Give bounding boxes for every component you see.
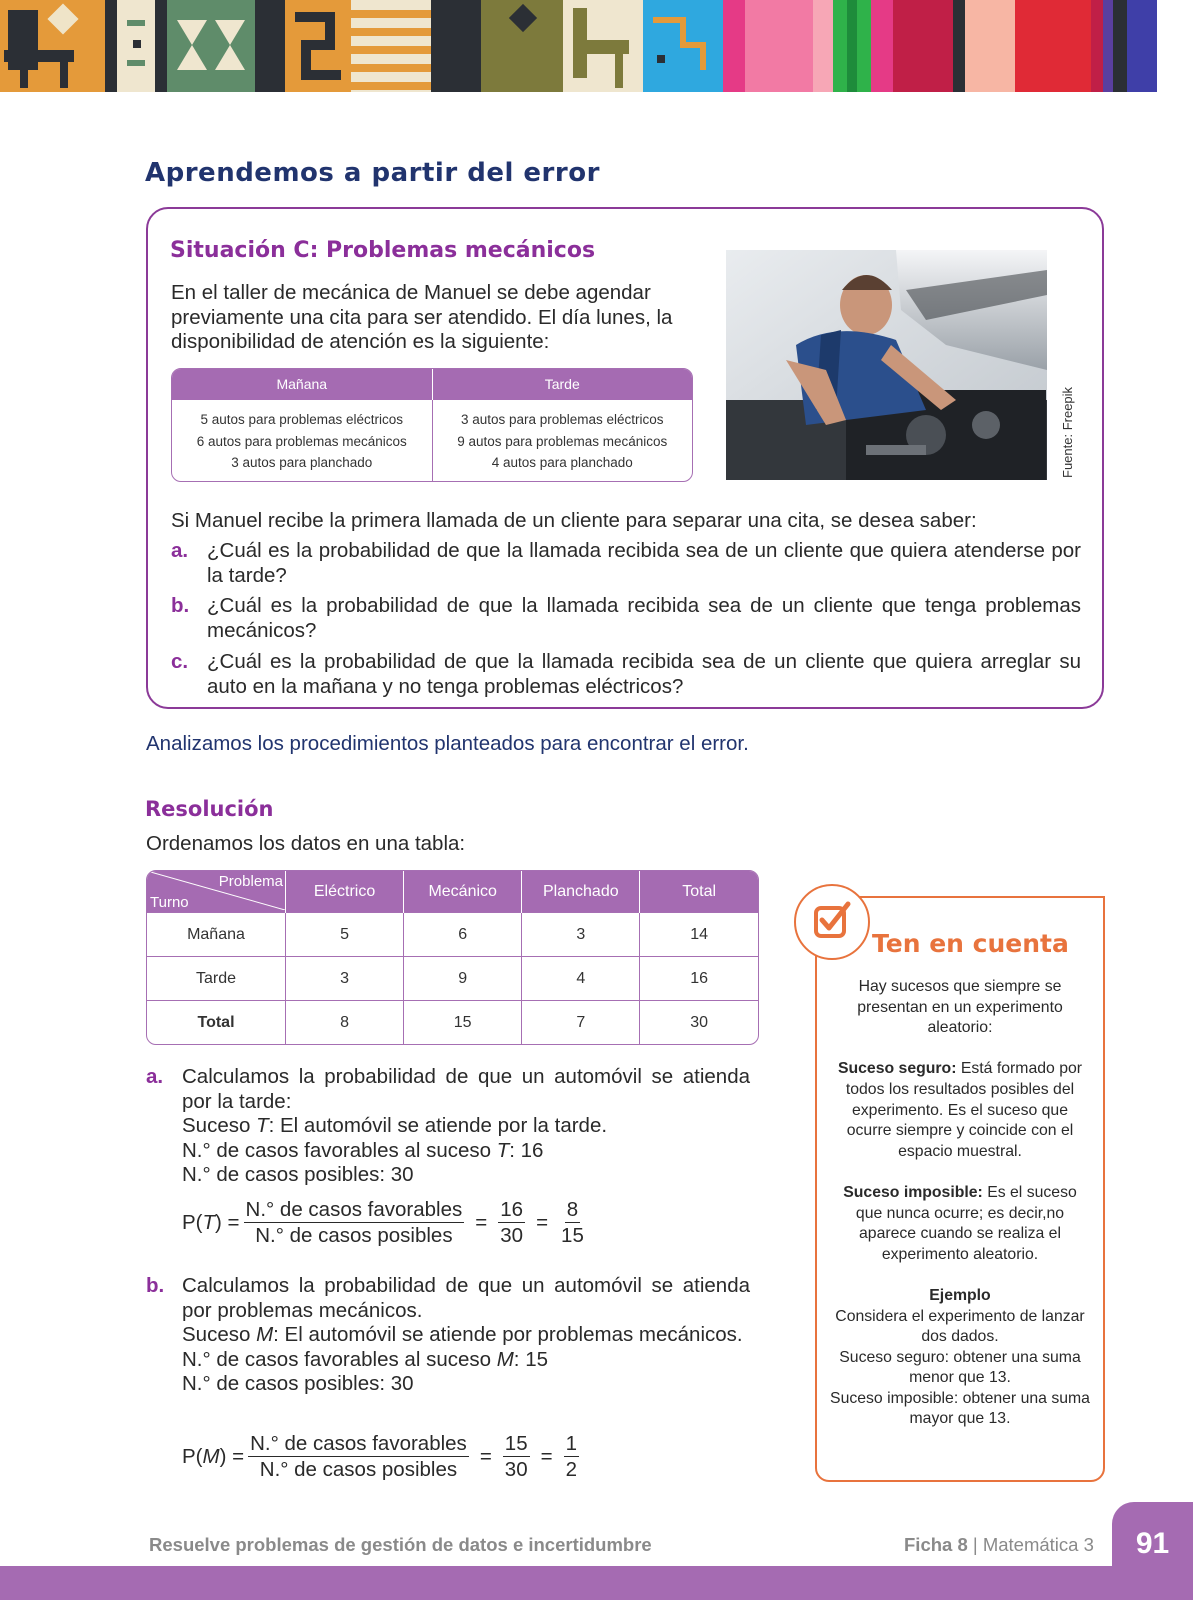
- banner-stripe: [643, 0, 723, 92]
- table-cell: 16: [640, 957, 758, 1001]
- footer-band: [0, 1566, 1193, 1600]
- banner-stripe: [1103, 0, 1113, 92]
- mechanic-photo: [726, 250, 1047, 480]
- footer-ficha: Ficha 8 | Matemática 3: [904, 1534, 1094, 1555]
- analysis-heading: Analizamos los procedimientos planteados para encontrar el error.: [146, 732, 749, 755]
- formula-fraction: $\frac{8}{15}$: [561, 1198, 584, 1247]
- column-header: Planchado: [522, 871, 640, 913]
- banner-stripe: [723, 0, 745, 92]
- availability-line: 3 autos para planchado: [231, 455, 373, 470]
- question-lead: Si Manuel recibe la primera llamada de un cliente para separar una cita, se desea saber:: [171, 509, 977, 532]
- tip-example-line: Suceso seguro: obtener una suma menor que 13.: [839, 1348, 1081, 1387]
- table-cell: 8: [286, 1001, 404, 1044]
- banner-stripe: [745, 0, 813, 92]
- column-header: Mecánico: [404, 871, 522, 913]
- formula-lhs: P(M) =: [182, 1444, 245, 1468]
- banner-stripe: [1127, 0, 1157, 92]
- tip-example-line: Considera el experimento de lanzar dos dados.: [835, 1307, 1085, 1346]
- banner-stripe: [1091, 0, 1103, 92]
- tip-intro: Hay sucesos que siempre se presentan en un experimento aleatorio:: [857, 978, 1063, 1037]
- row-label: Tarde: [147, 957, 286, 1001]
- part-event-line: Suceso T: El automóvil se atiende por la tarde.: [182, 1114, 608, 1137]
- situation-intro: En el taller de mecánica de Manuel se debe agendar previamente una cita para ser atendido. El día lunes, la disponibilidad de atención es la siguiente:: [171, 281, 673, 353]
- table-cell: 3: [286, 957, 404, 1001]
- table-cell: 14: [640, 913, 758, 957]
- tip-example-line: Suceso imposible: obtener una suma mayor que 13.: [830, 1389, 1090, 1428]
- formula-fraction: $\frac{\text{N.° de casos favorables}}{\text{N.° de casos posibles}}$: [245, 1198, 463, 1247]
- part-letter: a.: [146, 1065, 164, 1088]
- banner-stripe: [871, 0, 893, 92]
- banner-stripe: [813, 0, 833, 92]
- banner-stripe: [431, 0, 481, 92]
- banner-stripe: [847, 0, 857, 92]
- formula-a: P(T) = $\frac{\text{N.° de casos favorables}}{\text{N.° de casos posibles}}$ = $\frac{16}{30}$ = $\frac{8}{15}$: [182, 1198, 584, 1247]
- table-cell: 7: [522, 1001, 640, 1044]
- question-text: ¿Cuál es la probabilidad de que la llamada recibida sea de un cliente que tenga problemas mecánicos?: [207, 594, 1081, 642]
- situation-title: Situación C: Problemas mecánicos: [170, 238, 596, 263]
- availability-afternoon-cell: [432, 400, 693, 481]
- formula-b: P(M) = $\frac{\text{N.° de casos favorables}}{\text{N.° de casos posibles}}$ = $\frac{15}{30}$ = $\frac{1}{2}$: [182, 1432, 577, 1481]
- question-letter: a.: [171, 539, 189, 562]
- availability-table: [171, 368, 693, 482]
- table-cell: 3: [522, 913, 640, 957]
- order-text: Ordenamos los datos en una tabla:: [146, 832, 466, 855]
- part-favorable-line: N.° de casos favorables al suceso M: 15: [182, 1347, 548, 1371]
- part-text: Calculamos la probabilidad de que un automóvil se atienda por problemas mecánicos.: [182, 1274, 750, 1322]
- data-table: [146, 870, 759, 1045]
- formula-fraction: $\frac{\text{N.° de casos favorables}}{\text{N.° de casos posibles}}$: [250, 1432, 467, 1481]
- column-header: Total: [640, 871, 758, 913]
- part-event-line: Suceso M: El automóvil se atiende por problemas mecánicos.: [182, 1323, 743, 1346]
- section-title: Aprendemos a partir del error: [145, 158, 600, 188]
- question-b: [171, 594, 1081, 643]
- table-row: [147, 1001, 758, 1044]
- part-text: Calculamos la probabilidad de que un automóvil se atienda por la tarde:: [182, 1065, 750, 1113]
- part-favorable-line: N.° de casos favorables al suceso T: 16: [182, 1138, 544, 1162]
- question-text: ¿Cuál es la probabilidad de que la llamada recibida sea de un cliente que quiera arreglar su auto en la mañana y no tenga problemas eléctricos?: [207, 650, 1081, 698]
- tip-title: Ten en cuenta: [872, 929, 1069, 958]
- banner-stripe: [1015, 0, 1091, 92]
- formula-fraction: $\frac{1}{2}$: [565, 1432, 577, 1481]
- table-corner-cell: [147, 871, 286, 913]
- question-c: [171, 650, 1081, 699]
- tip-impossible: Suceso imposible: Es el suceso que nunca ocurre; es decir,no aparece cuando se realiza el experimento aleatorio.: [843, 1183, 1077, 1263]
- banner-stripe: [351, 0, 431, 92]
- availability-header-morning: Mañana: [276, 376, 328, 392]
- table-cell: 9: [404, 957, 522, 1001]
- page-number: 91: [1135, 1527, 1170, 1560]
- part-possible-line: N.° de casos posibles: 30: [182, 1163, 414, 1186]
- corner-label-problem: Problema: [218, 873, 283, 890]
- checkbox-icon: [794, 884, 870, 960]
- part-letter: b.: [146, 1274, 165, 1297]
- table-cell: 6: [404, 913, 522, 957]
- availability-line: 6 autos para problemas mecánicos: [196, 433, 407, 449]
- footer-competency: Resuelve problemas de gestión de datos e incertidumbre: [149, 1534, 652, 1555]
- row-label: Mañana: [147, 913, 286, 957]
- banner-stripe: [481, 0, 563, 92]
- part-possible-line: N.° de casos posibles: 30: [182, 1372, 414, 1395]
- image-credit: Fuente: Freepik: [1060, 386, 1075, 478]
- formula-lhs: P(T) =: [182, 1210, 240, 1234]
- table-header-row: [147, 871, 758, 913]
- availability-line: 3 autos para problemas eléctricos: [460, 412, 664, 427]
- table-cell: 5: [286, 913, 404, 957]
- availability-morning-cell: [172, 400, 432, 481]
- column-header: Eléctrico: [286, 871, 404, 913]
- banner-stripe: [255, 0, 285, 92]
- tip-sure: Suceso seguro: Está formado por todos los resultados posibles del experimento. Es el suceso que ocurre siempre y coincide con el espacio muestral.: [837, 1060, 1083, 1160]
- availability-header-afternoon: Tarde: [432, 369, 693, 400]
- tip-text: [828, 977, 1092, 1430]
- banner-stripe: [833, 0, 847, 92]
- banner-stripe: [1113, 0, 1127, 92]
- table-cell: 4: [522, 957, 640, 1001]
- banner-stripe: [563, 0, 643, 92]
- formula-fraction: $\frac{16}{30}$: [500, 1198, 524, 1247]
- corner-label-turn: Turno: [150, 894, 189, 911]
- banner-stripe: [285, 0, 351, 92]
- banner-stripe: [167, 0, 255, 92]
- banner-stripe: [857, 0, 871, 92]
- availability-line: 5 autos para problemas eléctricos: [200, 412, 404, 427]
- question-letter: c.: [171, 650, 189, 673]
- tip-example-label: Ejemplo: [929, 1286, 991, 1304]
- banner-stripe: [893, 0, 953, 92]
- table-cell: 15: [404, 1001, 522, 1044]
- resolution-title: Resolución: [145, 797, 274, 821]
- table-cell: 30: [640, 1001, 758, 1044]
- table-row: [147, 957, 758, 1001]
- availability-line: 9 autos para problemas mecánicos: [457, 433, 668, 449]
- row-label: Total: [147, 1001, 286, 1044]
- resolution-part-b: [146, 1274, 750, 1397]
- question-letter: b.: [171, 594, 190, 617]
- question-text: ¿Cuál es la probabilidad de que la llamada recibida sea de un cliente que quiera atenderse por la tarde?: [207, 539, 1081, 587]
- banner-stripe: [953, 0, 965, 92]
- question-a: [171, 539, 1081, 588]
- banner-stripe: [0, 0, 105, 92]
- table-row: [147, 913, 758, 957]
- textile-banner: [0, 0, 1193, 92]
- banner-stripe: [965, 0, 1015, 92]
- banner-stripe: [105, 0, 167, 92]
- resolution-part-a: [146, 1065, 750, 1188]
- availability-line: 4 autos para planchado: [491, 455, 633, 470]
- formula-fraction: $\frac{15}{30}$: [504, 1432, 528, 1481]
